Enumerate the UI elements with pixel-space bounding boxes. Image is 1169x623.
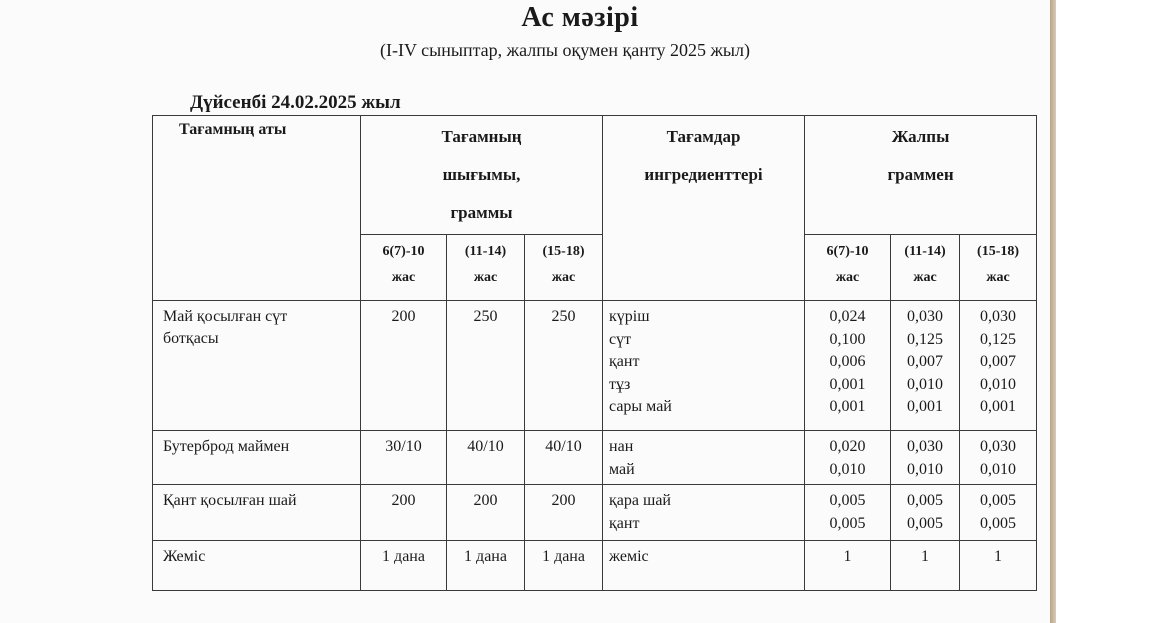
header-total-line: граммен <box>887 165 954 184</box>
table-row <box>153 301 1037 431</box>
ingredients-cell-text: қара шай <box>609 492 671 509</box>
yield-cell-text: 30/10 <box>385 438 422 455</box>
grams-cell-text: 0,005 <box>829 514 866 532</box>
age-range: (15-18) <box>977 244 1020 259</box>
header-total-line: Жалпы <box>891 127 950 146</box>
grams-cell <box>960 485 1037 541</box>
day-heading: Дүйсенбі 24.02.2025 жыл <box>190 92 401 113</box>
ingredients-cell <box>603 485 805 541</box>
menu-table <box>152 115 1037 591</box>
grams-cell-text: 1 <box>843 548 852 565</box>
ingredients-cell-text: жеміс <box>609 548 649 565</box>
grams-cell-text: 0,001 <box>907 398 944 415</box>
header-yield-line: граммы <box>450 203 513 222</box>
yield-cell <box>447 301 525 431</box>
age-unit: жас <box>835 270 860 285</box>
grams-cell <box>805 541 891 591</box>
header-ingredients-line: Тағамдар <box>666 127 741 146</box>
grams-cell-text: 0,024 <box>829 308 866 325</box>
header-yield-line: шығымы, <box>442 165 521 184</box>
ingredients-cell-text: тұз <box>609 375 631 393</box>
grams-cell <box>805 431 891 485</box>
yield-cell <box>525 431 603 485</box>
table-row <box>153 541 1037 591</box>
yield-cell <box>447 431 525 485</box>
grams-cell <box>960 431 1037 485</box>
age-range: (11-14) <box>464 244 507 259</box>
dish-name-cell <box>153 301 361 431</box>
age-unit: жас <box>391 270 416 285</box>
grams-cell-text: 0,030 <box>980 308 1017 325</box>
dish-name-cell-text: Жеміс <box>163 548 206 565</box>
yield-cell <box>361 485 447 541</box>
grams-cell-text: 0,006 <box>829 353 866 370</box>
yield-cell <box>447 485 525 541</box>
grams-cell-text: 0,010 <box>907 460 944 478</box>
yield-cell-text: 40/10 <box>467 438 504 455</box>
grams-cell-text: 0,030 <box>907 438 944 455</box>
grams-cell-text: 0,005 <box>907 492 944 509</box>
yield-cell-text: 200 <box>391 308 416 325</box>
ingredients-cell <box>603 541 805 591</box>
grams-cell-text: 0,125 <box>907 330 944 348</box>
dish-name-cell <box>153 431 361 485</box>
grams-cell <box>891 485 960 541</box>
background-margin <box>1056 0 1169 623</box>
grams-cell-text: 0,010 <box>980 460 1017 478</box>
yield-cell-text: 250 <box>473 308 498 325</box>
header-row <box>153 116 1037 235</box>
dish-name-cell-text: Қант қосылған шай <box>163 492 297 509</box>
grams-cell-text: 0,007 <box>907 353 944 370</box>
header-ingredients <box>603 116 805 301</box>
ingredients-cell <box>603 431 805 485</box>
age-unit: жас <box>551 270 576 285</box>
yield-cell-text: 200 <box>551 492 576 509</box>
yield-cell <box>361 431 447 485</box>
dish-name-cell-text: Бутерброд маймен <box>163 438 290 455</box>
age-range: (11-14) <box>904 244 946 259</box>
grams-cell <box>891 301 960 431</box>
yield-cell <box>525 485 603 541</box>
grams-cell-text: 0,005 <box>907 514 944 532</box>
ingredients-cell-text: сүт <box>609 330 632 348</box>
age-range: 6(7)-10 <box>382 244 425 259</box>
dish-name-cell-text: Май қосылған сүт <box>163 308 288 325</box>
age-unit: жас <box>473 270 498 285</box>
grams-cell-text: 0,005 <box>980 514 1017 532</box>
grams-cell <box>960 541 1037 591</box>
yield-cell <box>525 541 603 591</box>
yield-cell-text: 200 <box>473 492 498 509</box>
table-row <box>153 431 1037 485</box>
grams-cell-text: 0,007 <box>980 353 1017 370</box>
grams-cell-text: 0,030 <box>907 308 944 325</box>
yield-cell <box>361 541 447 591</box>
ingredients-cell-text: қант <box>609 353 640 370</box>
yield-cell-text: 40/10 <box>545 438 582 455</box>
age-header <box>361 235 447 301</box>
age-header <box>525 235 603 301</box>
age-unit: жас <box>986 270 1010 285</box>
yield-cell <box>447 541 525 591</box>
dish-name-cell <box>153 541 361 591</box>
table-row <box>153 485 1037 541</box>
header-yield <box>361 116 603 235</box>
grams-cell <box>891 431 960 485</box>
grams-cell <box>891 541 960 591</box>
grams-cell-text: 0,010 <box>829 460 866 478</box>
header-total-grams <box>805 116 1037 235</box>
grams-cell-text: 0,010 <box>907 375 944 393</box>
age-header <box>960 235 1037 301</box>
age-header <box>447 235 525 301</box>
grams-cell-text: 0,005 <box>829 492 866 509</box>
ingredients-cell-text: май <box>609 460 635 478</box>
grams-cell-text: 0,100 <box>829 330 866 348</box>
page-title: Ас мәзірі <box>521 2 639 33</box>
yield-cell <box>525 301 603 431</box>
header-dish-name: Тағамның аты <box>153 116 361 301</box>
ingredients-cell-text: сары май <box>609 398 672 415</box>
grams-cell-text: 0,010 <box>980 375 1017 393</box>
yield-cell-text: 200 <box>391 492 416 509</box>
header-yield-line: Тағамның <box>441 127 522 146</box>
yield-cell-text: 250 <box>551 308 576 325</box>
grams-cell-text: 0,001 <box>829 375 866 393</box>
grams-cell-text: 0,020 <box>829 438 866 455</box>
grams-cell-text: 0,125 <box>980 330 1017 348</box>
grams-cell-text: 0,001 <box>980 398 1017 415</box>
yield-cell-text: 1 дана <box>382 548 425 565</box>
dish-name-cell-text: ботқасы <box>163 330 219 347</box>
age-unit: жас <box>913 270 937 285</box>
grams-cell-text: 0,005 <box>980 492 1017 509</box>
yield-cell-text: 1 дана <box>542 548 585 565</box>
grams-cell-text: 0,001 <box>829 398 866 415</box>
menu-body <box>153 301 1037 591</box>
grams-cell <box>805 485 891 541</box>
grams-cell-text: 1 <box>921 548 930 565</box>
grams-cell <box>805 301 891 431</box>
age-range: 6(7)-10 <box>826 244 869 259</box>
ingredients-cell-text: қант <box>609 514 640 532</box>
grams-cell-text: 1 <box>994 548 1003 565</box>
page-subtitle: (І-ІV сыныптар, жалпы оқумен қанту 2025 жыл) <box>380 40 750 60</box>
yield-cell-text: 1 дана <box>464 548 507 565</box>
grams-cell-text: 0,030 <box>980 438 1017 455</box>
age-range: (15-18) <box>542 244 585 259</box>
grams-cell <box>960 301 1037 431</box>
ingredients-cell-text: нан <box>609 438 634 455</box>
ingredients-cell <box>603 301 805 431</box>
age-header <box>891 235 960 301</box>
ingredients-cell-text: күріш <box>609 308 650 325</box>
yield-cell <box>361 301 447 431</box>
age-header <box>805 235 891 301</box>
dish-name-cell <box>153 485 361 541</box>
header-ingredients-line: ингредиенттері <box>644 165 763 184</box>
